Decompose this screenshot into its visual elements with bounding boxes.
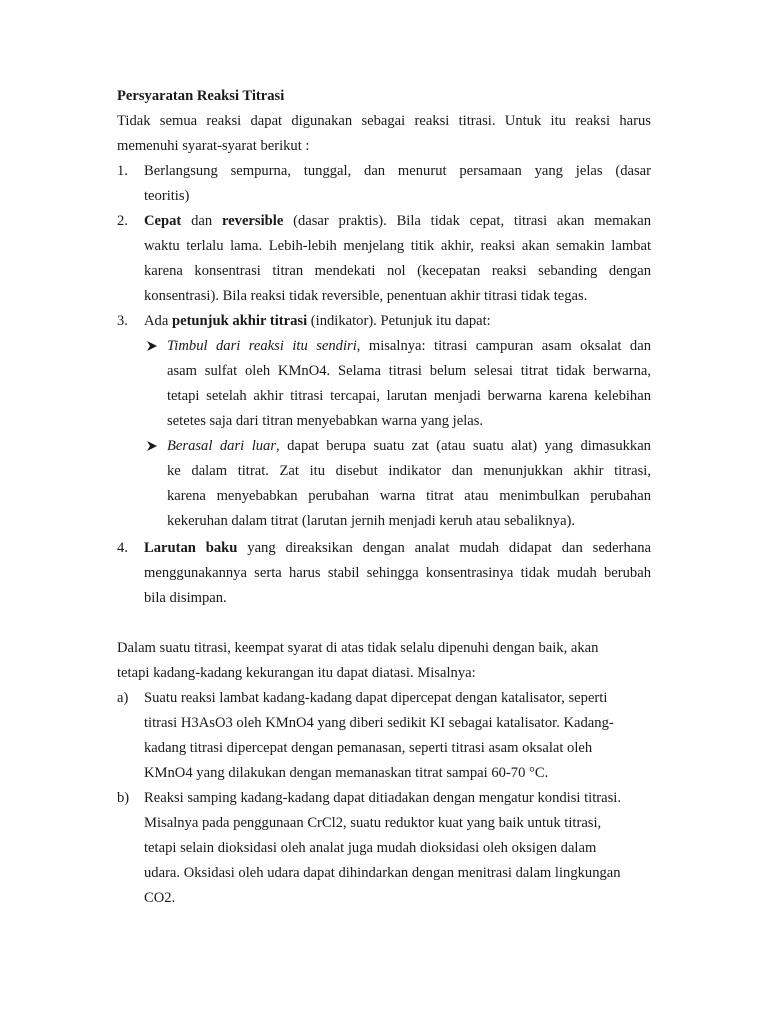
list-number: 1.	[117, 163, 128, 179]
intro-line: Tidak semua reaksi dapat digunakan sebagai reaksi titrasi. Untuk itu reaksi harus	[117, 113, 651, 129]
list-item-line: Larutan baku yang direaksikan dengan analat mudah didapat dan sederhana	[144, 540, 651, 556]
bullet-line: setetes saja dari titran menyebabkan warna yang jelas.	[167, 413, 484, 429]
example-line: titrasi H3AsO3 oleh KMnO4 yang diberi sedikit KI sebagai katalisator. Kadang-	[144, 715, 614, 731]
bullet-line: ke dalam titrat. Zat itu disebut indikator dan menunjukkan akhir titrasi,	[167, 463, 651, 479]
page-title: Persyaratan Reaksi Titrasi	[117, 88, 285, 104]
bullet-line: Berasal dari luar, dapat berupa suatu zat (atau suatu alat) yang dimasukkan	[167, 438, 651, 454]
arrow-bullet-icon	[146, 340, 158, 352]
list-letter: a)	[117, 690, 129, 706]
bullet-line: Timbul dari reaksi itu sendiri, misalnya: titrasi campuran asam oksalat dan	[167, 338, 651, 354]
list-item-line: Berlangsung sempurna, tunggal, dan menurut persamaan yang jelas (dasar	[144, 163, 651, 179]
example-line: udara. Oksidasi oleh udara dapat dihindarkan dengan menitrasi dalam lingkungan	[144, 865, 621, 881]
example-line: Misalnya pada penggunaan CrCl2, suatu reduktor kuat yang baik untuk titrasi,	[144, 815, 602, 831]
list-letter: b)	[117, 790, 130, 806]
list-item-line: menggunakannya serta harus stabil sehingga konsentrasinya tidak mudah berubah	[144, 565, 651, 581]
list-item-line: karena konsentrasi titran mendekati nol (kecepatan reaksi sebanding dengan	[144, 263, 651, 279]
list-number: 4.	[117, 540, 128, 556]
example-line: tetapi selain dioksidasi oleh analat juga mudah dioksidasi oleh oksigen dalam	[144, 840, 597, 856]
example-line: KMnO4 yang dilakukan dengan memanaskan titrat sampai 60-70 °C.	[144, 765, 549, 781]
bullet-line: tetapi setelah akhir titrasi tercapai, larutan menjadi berwarna karena kelebihan	[167, 388, 651, 404]
intro-line: memenuhi syarat-syarat berikut :	[117, 138, 310, 154]
example-line: kadang titrasi dipercepat dengan pemanasan, seperti titrasi asam oksalat oleh	[144, 740, 593, 756]
paragraph-line: tetapi kadang-kadang kekurangan itu dapat diatasi. Misalnya:	[117, 665, 476, 681]
example-line: Reaksi samping kadang-kadang dapat ditiadakan dengan mengatur kondisi titrasi.	[144, 790, 622, 806]
list-item-line: waktu terlalu lama. Lebih-lebih menjelang titik akhir, reaksi akan semakin lambat	[144, 238, 651, 254]
list-item-line: Ada petunjuk akhir titrasi (indikator). Petunjuk itu dapat:	[144, 313, 491, 329]
list-number: 3.	[117, 313, 128, 329]
example-line: CO2.	[144, 890, 176, 906]
example-line: Suatu reaksi lambat kadang-kadang dapat dipercepat dengan katalisator, seperti	[144, 690, 608, 706]
list-item-line: konsentrasi). Bila reaksi tidak reversible, penentuan akhir titrasi tidak tegas.	[144, 288, 588, 304]
bullet-line: asam sulfat oleh KMnO4. Selama titrasi belum selesai titrat tidak berwarna,	[167, 363, 651, 379]
list-number: 2.	[117, 213, 128, 229]
paragraph-line: Dalam suatu titrasi, keempat syarat di atas tidak selalu dipenuhi dengan baik, akan	[117, 640, 599, 656]
list-item-line: teoritis)	[144, 188, 190, 204]
list-item-line: Cepat dan reversible (dasar praktis). Bila tidak cepat, titrasi akan memakan	[144, 213, 651, 229]
list-item-line: bila disimpan.	[144, 590, 227, 606]
bullet-line: karena menyebabkan perubahan warna titrat atau menimbulkan perubahan	[167, 488, 651, 504]
bullet-line: kekeruhan dalam titrat (larutan jernih menjadi keruh atau sebaliknya).	[167, 513, 576, 529]
arrow-bullet-icon	[146, 440, 158, 452]
